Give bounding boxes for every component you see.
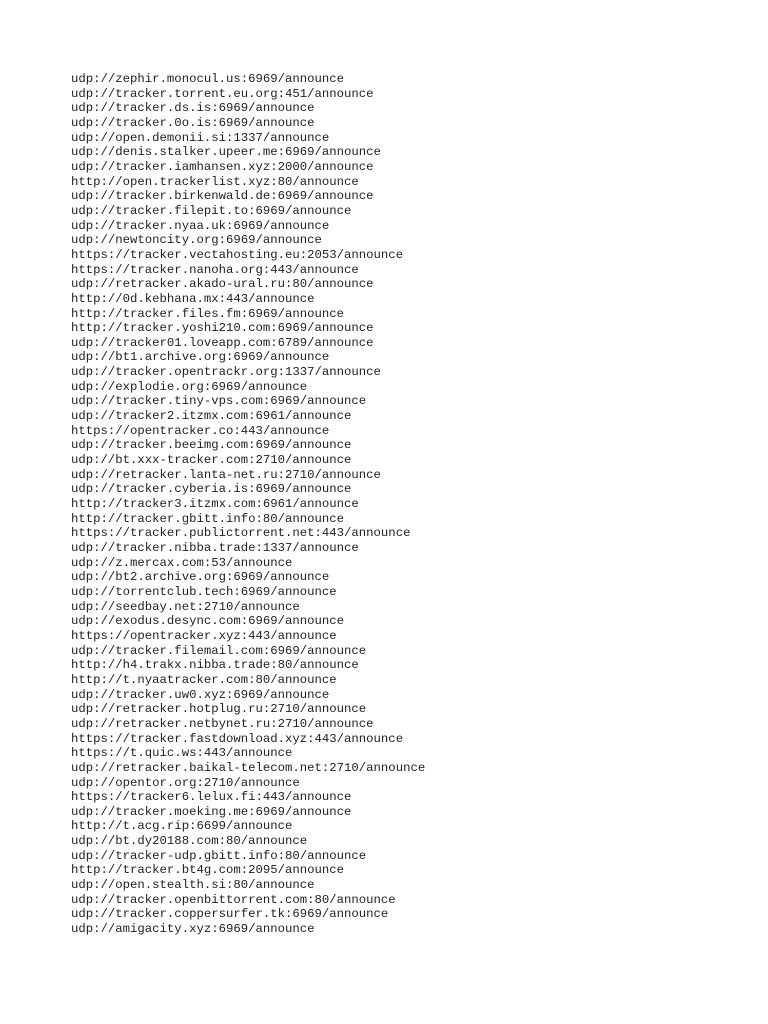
tracker-line: udp://retracker.baikal-telecom.net:2710/announce [71,760,426,775]
tracker-line: udp://tracker.torrent.eu.org:451/announce [71,86,374,101]
tracker-line: http://t.acg.rip:6699/announce [71,819,293,834]
tracker-line: udp://tracker.tiny-vps.com:6969/announce [71,394,367,409]
tracker-line: https://tracker.fastdownload.xyz:443/announce [71,731,404,746]
tracker-line: udp://explodie.org:6969/announce [71,379,308,394]
tracker-line: udp://tracker.iamhansen.xyz:2000/announce [71,159,374,174]
tracker-line: https://tracker.vectahosting.eu:2053/announce [71,247,404,262]
tracker-line: udp://tracker.coppersurfer.tk:6969/announce [71,907,389,922]
tracker-line: udp://opentor.org:2710/announce [71,775,300,790]
tracker-line: https://tracker.nanoha.org:443/announce [71,262,359,277]
tracker-line: udp://tracker.nibba.trade:1337/announce [71,541,359,555]
tracker-line: udp://retracker.akado-ural.ru:80/announce [71,277,374,292]
tracker-line: udp://tracker.beeimg.com:6969/announce [71,438,352,453]
tracker-line: https://tracker.publictorrent.net:443/announce [71,526,411,541]
tracker-line: https://t.quic.ws:443/announce [71,746,293,761]
tracker-line: udp://exodus.desync.com:6969/announce [71,614,345,629]
tracker-line: http://tracker.gbitt.info:80/announce [71,511,345,526]
tracker-line: http://0d.kebhana.mx:443/announce [71,291,315,306]
tracker-line: udp://tracker.filepit.to:6969/announce [71,203,352,218]
tracker-line: https://tracker6.lelux.fi:443/announce [71,790,352,805]
tracker-line: http://tracker.bt4g.com:2095/announce [71,863,345,878]
tracker-line: udp://open.stealth.si:80/announce [71,878,315,893]
tracker-line: udp://retracker.lanta-net.ru:2710/announce [71,467,381,482]
tracker-line: udp://denis.stalker.upeer.me:6969/announce [71,145,381,160]
tracker-line: udp://torrentclub.tech:6969/announce [71,584,337,599]
tracker-line: http://tracker.yoshi210.com:6969/announce [71,321,374,336]
tracker-line: http://h4.trakx.nibba.trade:80/announce [71,658,359,673]
tracker-line: udp://tracker.nyaa.uk:6969/announce [71,218,330,233]
tracker-line: udp://tracker.openbittorrent.com:80/announce [71,892,396,907]
tracker-line: udp://bt2.archive.org:6969/announce [71,570,330,585]
tracker-line: https://opentracker.co:443/announce [71,423,330,438]
tracker-line: udp://tracker-udp.gbitt.info:80/announce [71,848,367,863]
tracker-line: udp://bt.dy20188.com:80/announce [71,834,308,849]
tracker-line: udp://amigacity.xyz:6969/announce [71,922,315,937]
tracker-line: udp://tracker.uw0.xyz:6969/announce [71,687,330,702]
tracker-line: udp://seedbay.net:2710/announce [71,599,300,614]
tracker-line: udp://tracker.0o.is:6969/announce [71,115,315,130]
tracker-line: udp://tracker.moeking.me:6969/announce [71,804,352,819]
tracker-line: udp://tracker.cyberia.is:6969/announce [71,482,352,497]
tracker-line: udp://open.demonii.si:1337/announce [71,130,330,145]
tracker-line: udp://tracker.ds.is:6969/announce [71,101,315,116]
tracker-line: http://t.nyaatracker.com:80/announce [71,672,337,687]
tracker-line: http://tracker3.itzmx.com:6961/announce [71,497,359,512]
tracker-line: https://opentracker.xyz:443/announce [71,628,337,643]
tracker-line: udp://tracker01.loveapp.com:6789/announce [71,335,374,350]
tracker-line: udp://bt1.archive.org:6969/announce [71,350,330,365]
tracker-line: udp://tracker.opentrackr.org:1337/announce [71,365,381,380]
tracker-line: udp://bt.xxx-tracker.com:2710/announce [71,453,352,468]
tracker-line: udp://tracker.birkenwald.de:6969/announce [71,189,374,204]
tracker-line: udp://retracker.hotplug.ru:2710/announce [71,702,367,717]
tracker-line: udp://z.mercax.com:53/announce [71,555,293,570]
tracker-line: http://tracker.files.fm:6969/announce [71,306,345,321]
tracker-line: udp://tracker2.itzmx.com:6961/announce [71,409,352,424]
tracker-list [71,72,425,937]
tracker-line: udp://zephir.monocul.us:6969/announce [71,72,345,86]
tracker-line: udp://newtoncity.org:6969/announce [71,233,322,248]
tracker-line: udp://tracker.filemail.com:6969/announce [71,643,367,658]
tracker-line: udp://retracker.netbynet.ru:2710/announce [71,716,374,731]
tracker-line: http://open.trackerlist.xyz:80/announce [71,174,359,189]
